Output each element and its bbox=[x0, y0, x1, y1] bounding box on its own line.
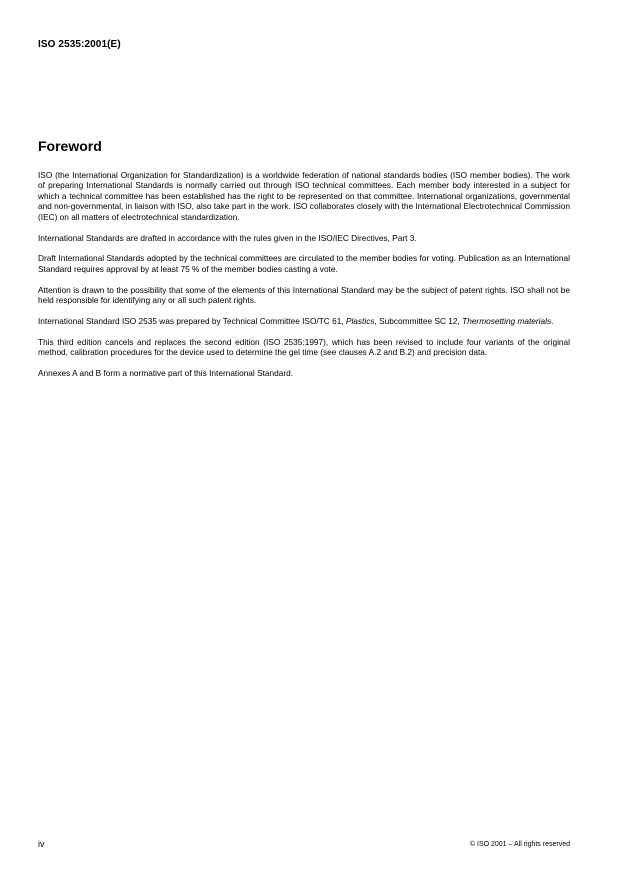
committee-thermosetting: Thermosetting materials bbox=[462, 316, 552, 327]
committee-text-3: . bbox=[551, 316, 554, 327]
paragraph-drafting-rules: International Standards are drafted in accordance with the rules given in the ISO/IEC Directives, Part 3. bbox=[38, 232, 417, 243]
committee-text-2: , Subcommittee SC 12, bbox=[374, 316, 463, 327]
paragraph-voting: Draft International Standards adopted by the technical committees are circulated to the member bodies for voting. Publication as an International Standard requires approval by at least 75 % of the member bodies casting a vote. bbox=[38, 253, 570, 274]
page-number: iv bbox=[38, 839, 45, 849]
paragraph-committee bbox=[38, 316, 570, 326]
paragraph-patent-rights: Attention is drawn to the possibility that some of the elements of this International Standard may be the subject of patent rights. ISO shall not be held responsible for identifying any or all such patent rights. bbox=[38, 284, 570, 306]
paragraph-edition: This third edition cancels and replaces the second edition (ISO 2535:1997), which has been revised to include four variants of the original method, calibration procedures for the device used to determine the gel time (see clauses A.2 and B.2) and precision data. bbox=[38, 336, 570, 358]
paragraph-iso-intro: ISO (the International Organization for Standardization) is a worldwide federation of national standards bodies (ISO member bodies). The work of preparing International Standards is normally carried out through ISO technical committees. Each member body interested in a subject for which a technical committee has been established has the right to be represented on that committee. International organizations, governmental and non-governmental, in liaison with ISO, also take part in the work. ISO collaborates closely with the International Electrotechnical Commission (IEC) on all matters of electrotechnical standardization. bbox=[38, 170, 570, 222]
document-id-header: ISO 2535:2001(E) bbox=[38, 39, 121, 50]
committee-plastics: Plastics bbox=[345, 316, 375, 327]
foreword-body bbox=[38, 170, 570, 389]
committee-text-1: International Standard ISO 2535 was prepared by Technical Committee ISO/TC 61, bbox=[38, 316, 346, 327]
paragraph-annexes: Annexes A and B form a normative part of this International Standard. bbox=[38, 368, 294, 379]
copyright-notice: © ISO 2001 – All rights reserved bbox=[469, 841, 570, 848]
section-title: Foreword bbox=[38, 138, 102, 154]
